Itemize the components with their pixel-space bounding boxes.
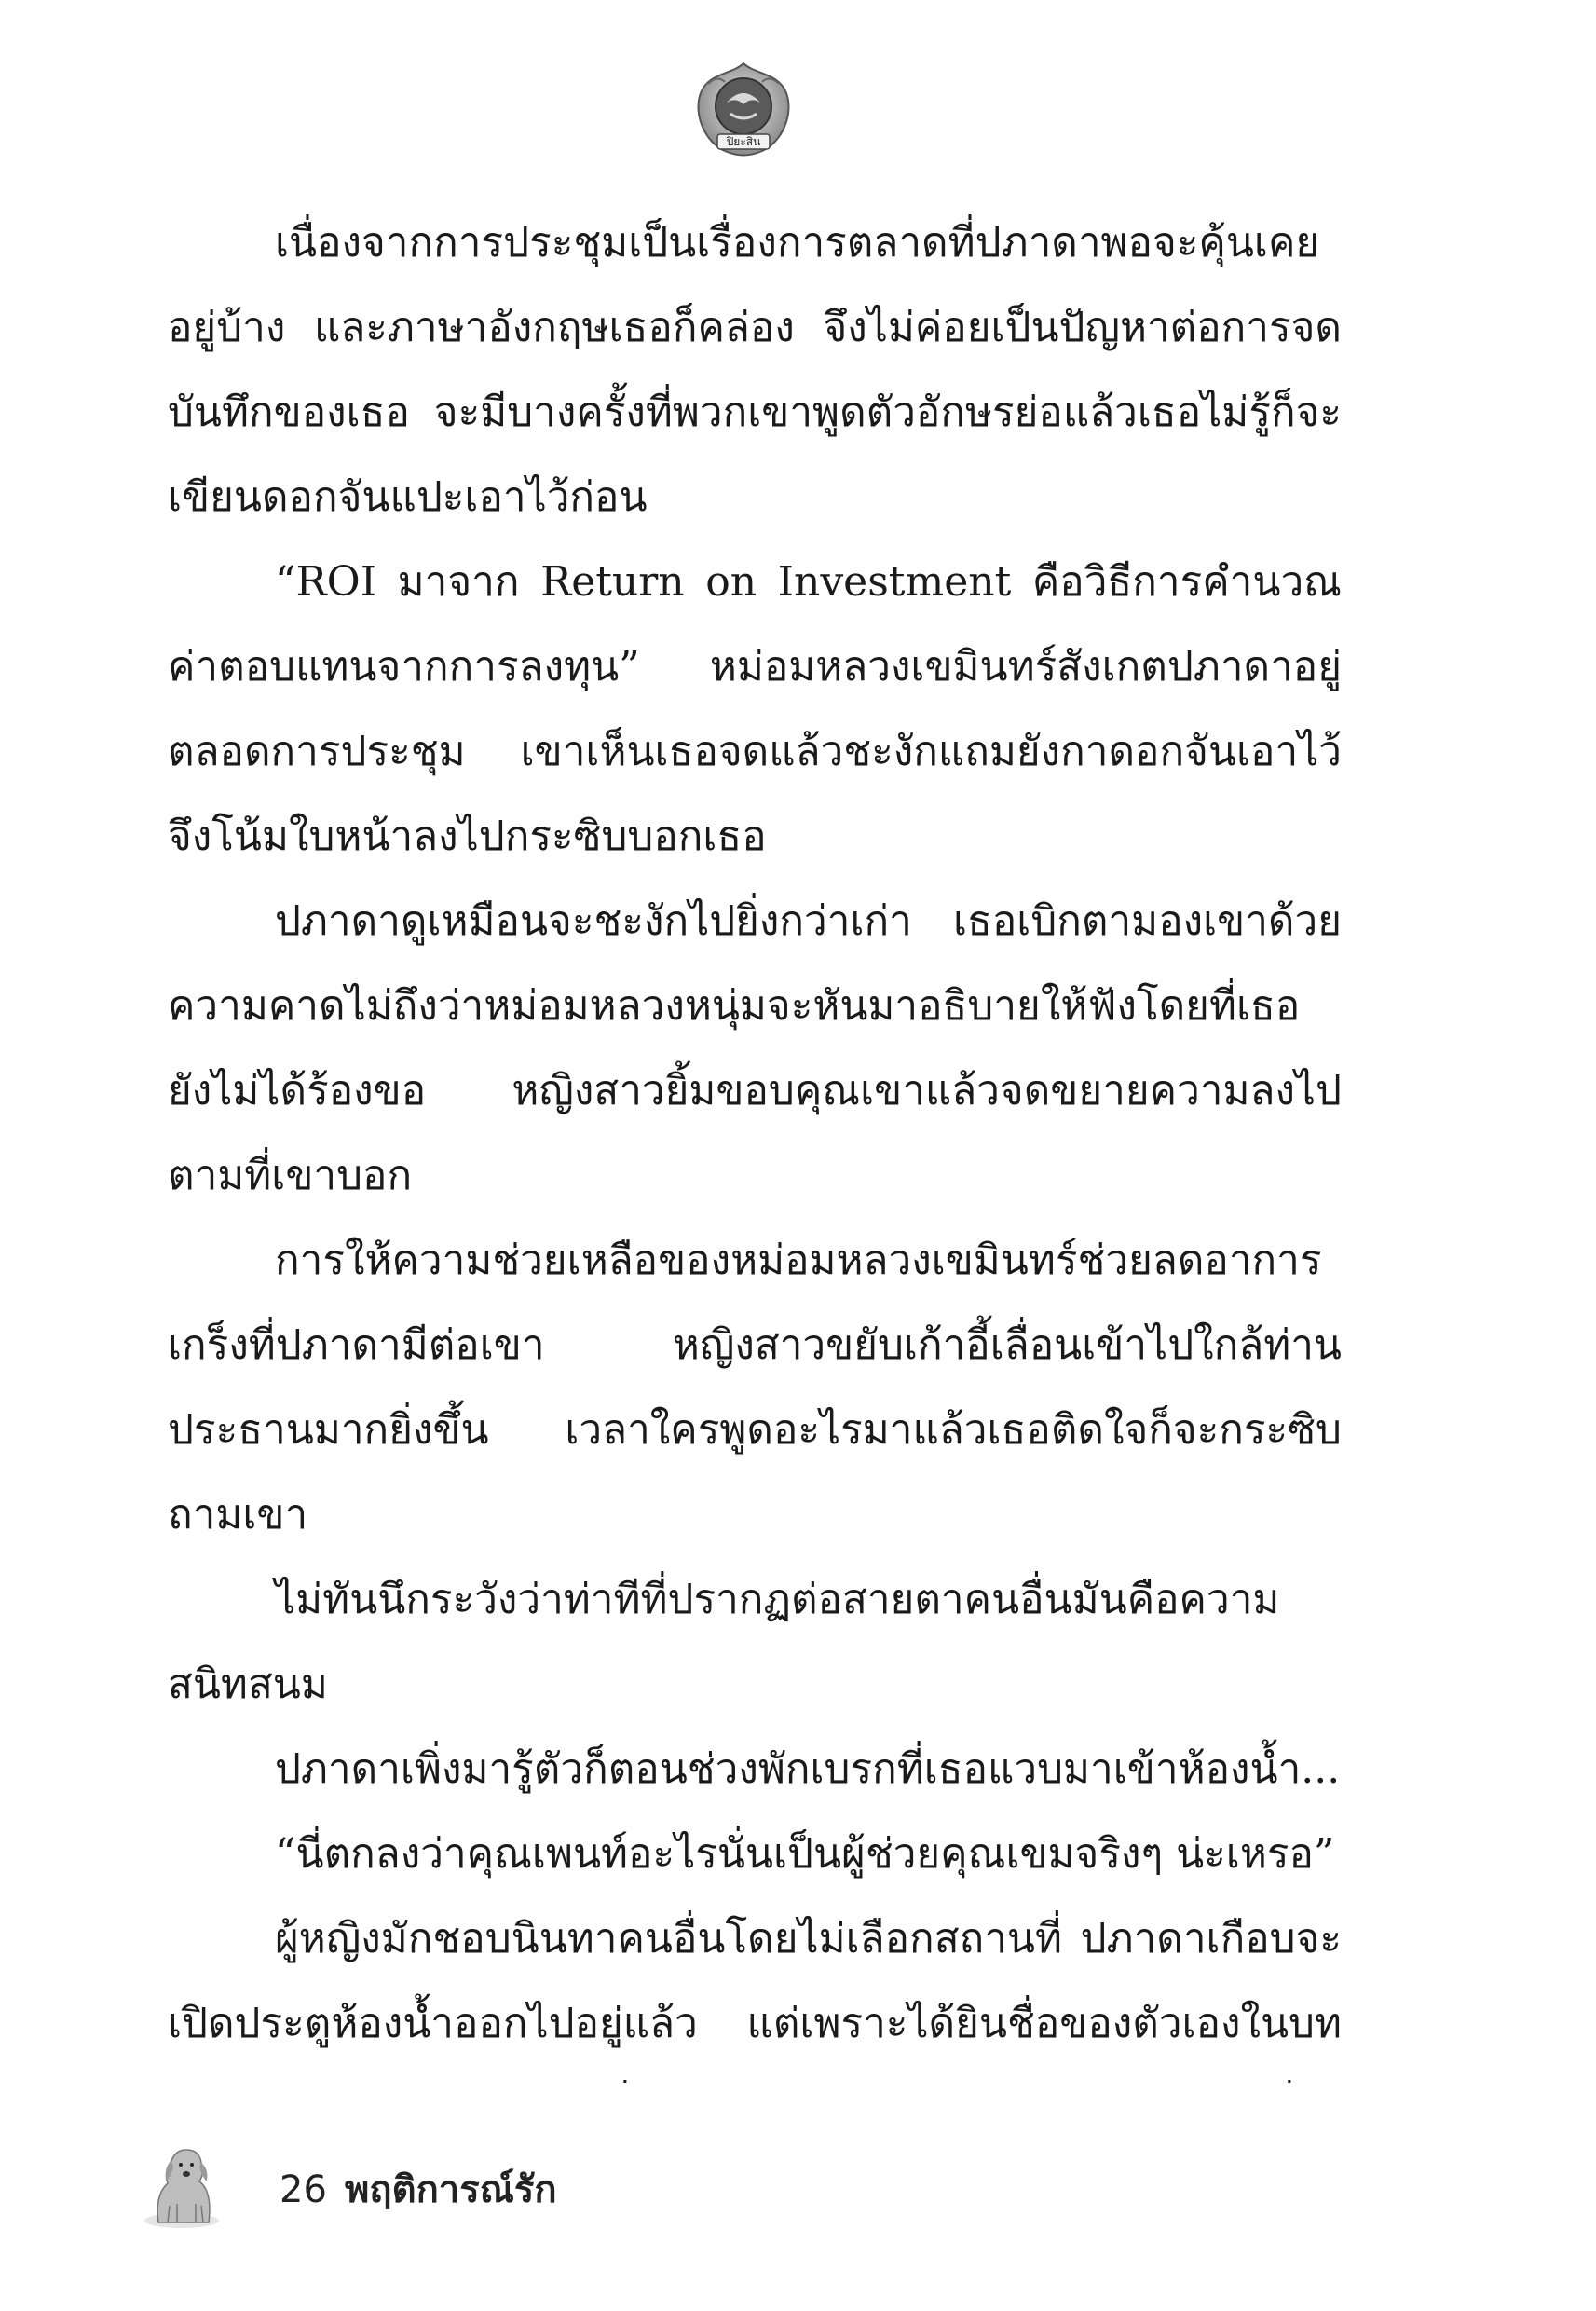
body-text <box>168 200 1342 2083</box>
paragraph: ปภาดาเพิ่งมารู้ตัวก็ตอนช่วงพักเบรกที่เธอแวบมาเข้าห้องน้ำ... <box>275 1745 1341 1793</box>
paragraph: ปภาดาดูเหมือนจะชะงักไปยิ่งกว่าเก่า เธอเบิกตามองเขาด้วยความคาดไม่ถึงว่าหม่อมหลวงหนุ่มจะหันมาอธิบายให้ฟังโดยที่เธอยังไม่ได้ร้องขอ หญิงสาวยิ้มขอบคุณเขาแล้วจดขยายความลงไปตามที่เขาบอก <box>168 897 1342 1199</box>
golden-retriever-dog-icon <box>130 2129 233 2232</box>
paragraph: เนื่องจากการประชุมเป็นเรื่องการตลาดที่ปภาดาพอจะคุ้นเคยอยู่บ้าง และภาษาอังกฤษเธอก็คล่อง จึงไม่ค่อยเป็นปัญหาต่อการจดบันทึกของเธอ จะมีบางครั้งที่พวกเขาพูดตัวอักษรย่อแล้วเธอไม่รู้ก็จะเขียนดอกจันแปะเอาไว้ก่อน <box>168 219 1342 521</box>
page-footer <box>130 2129 689 2232</box>
paragraph: การให้ความช่วยเหลือของหม่อมหลวงเขมินทร์ช่วยลดอาการเกร็งที่ปภาดามีต่อเขา หญิงสาวขยับเก้าอี้เลื่อนเข้าไปใกล้ท่านประธานมากยิ่งขึ้น เวลาใครพูดอะไรมาแล้วเธอติดใจก็จะกระซิบถามเขา <box>168 1237 1342 1538</box>
book-title: พฤติการณ์รัก <box>345 2168 557 2211</box>
paragraph: “ROI มาจาก Return on Investment คือวิธีการคำนวณค่าตอบแทนจากการลงทุน” หม่อมหลวงเขมินทร์สังเกตปภาดาอยู่ตลอดการประชุม เขาเห็นเธอจดแล้วชะงักแถมยังกาดอกจันเอาไว้จึงโน้มใบหน้าลงไปกระซิบบอกเธอ <box>168 558 1342 860</box>
dog-illustration-svg <box>130 2129 233 2232</box>
paragraph: ผู้หญิงมักชอบนินทาคนอื่นโดยไม่เลือกสถานที่ ปภาดาเกือบจะเปิดประตูห้องน้ำออกไปอยู่แล้ว แต่เพราะได้ยินชื่อของตัวเองในบท <box>168 1915 1342 2047</box>
paragraph: “นี่ตกลงว่าคุณเพนท์อะไรนั่นเป็นผู้ช่วยคุณเขมจริงๆ น่ะเหรอ” <box>275 1830 1335 1878</box>
publisher-emblem-svg <box>689 56 798 164</box>
paragraph: ไม่ทันนึกระวังว่าท่าทีที่ปรากฏต่อสายตาคนอื่นมันคือความสนิทสนม <box>168 1576 1280 1708</box>
publisher-emblem-text: ปิยะสิน <box>726 135 761 148</box>
page-number: 26 <box>280 2168 327 2211</box>
publisher-emblem-icon <box>689 56 798 164</box>
